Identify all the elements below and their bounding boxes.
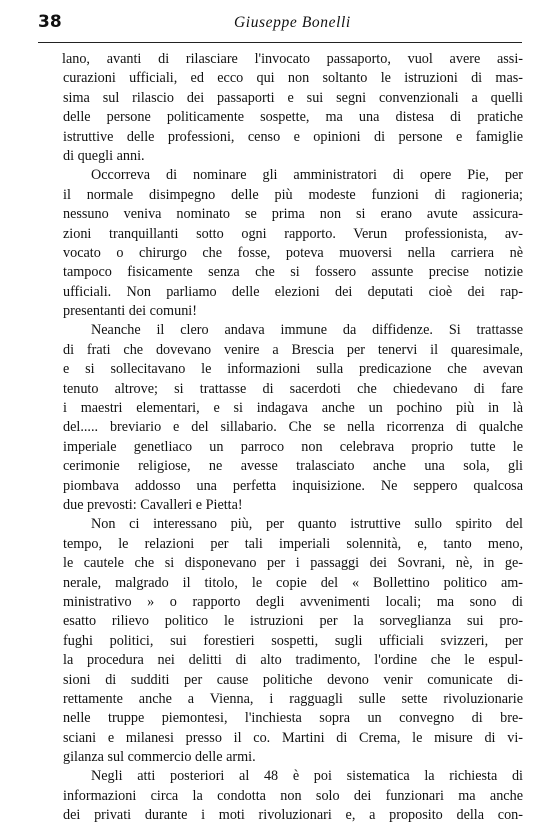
text-line: tenuto altrove; si trattasse di sacerdoti che chiedevano di fare [63,380,523,397]
text-line: sciani e milanesi presso il co. Martini di Crema, le misure di vi- [63,729,523,746]
text-line: tampoco fisicamente senza che si fossero assunte precise notizie [63,264,523,281]
text-line: tempo, le relazioni per tali imperiali solennità, e, tanto meno, [63,535,523,552]
paragraph [63,321,523,515]
paragraph [63,515,523,767]
text-line: presentanti dei comuni! [63,303,197,320]
text-line: gilanza sul commercio delle armi. [63,749,256,766]
page-number: 38 [38,12,62,32]
text-line: nerale, malgrado il titolo, le copie del « Bollettino politico am- [63,574,523,591]
text-line: fughi politici, sui forestieri sospetti, sugli ufficiali svizzeri, per [63,632,523,649]
text-line: cerimonie religiose, ne avesse tralasciato anche una sola, gli [63,458,523,475]
text-line: curazioni ufficiali, ed ecco qui non soltanto le istruzioni di mas- [63,70,523,87]
text-line: i maestri elementari, e si indagava anche un pochino più in là [63,400,523,417]
text-line: di frati che dovevano venire a Brescia per tenervi il quaresimale, [63,341,523,358]
text-line: informazioni circa la condotta non solo dei funzionari ma anche [63,787,523,804]
text-line: di quegli anni. [63,147,145,164]
text-line: piombava addosso una perfetta inquisizione. Ne seppero qualcosa [63,477,523,494]
text-line: ministrativo » o rapporto degli avvenimenti locali; ma sono di [63,593,523,610]
text-line: vocato o chirurgo che fosse, poteva muoversi nella carriera nè [63,244,523,261]
text-line: lano, avanti di rilasciare l'invocato passaporto, vuol avere assi- [62,51,523,67]
text-line: la procedura nei delitti di alto tradimento, l'ordine che le espul- [63,652,523,669]
paragraph [63,50,523,166]
text-line: nelle truppe piemontesi, l'inchiesta sopra un convegno di bre- [63,710,523,727]
text-line: imperiale genetliaco un parroco non celebrava proprio tutte le [63,438,523,455]
paragraph [63,166,523,321]
text-line: rettamente anche a Vienna, i ragguagli sulle sette rivoluzionarie [63,690,523,707]
page-header [38,12,522,36]
text-line: il normale disimpegno delle più modeste funzioni di ragioneria; [63,186,523,203]
text-line: del..... breviario e del sillabario. Che se nella ricorrenza di qualche [63,419,523,436]
text-line: ufficiali. Non parliamo delle elezioni dei deputati cioè dei rap- [63,283,523,300]
header-rule [38,42,522,43]
text-line: dei privati durante i moti rivoluzionari e, a proposito della con- [63,807,523,824]
text-line: nessuno veniva nominato se prima non si erano avute assicura- [63,206,523,223]
text-line: esatto rilievo politico le istruzioni per la sorveglianza sui pro- [63,613,523,630]
text-line: e si sollecitavano le informazioni sulla predicazione che avevan [63,361,523,378]
text-line: zioni tranquillanti sotto ogni rapporto. Verun professionista, av- [63,225,523,242]
running-title: Giuseppe Bonelli [234,14,351,31]
text-line: sioni di sudditi per cause politiche devono venir comunicate di- [63,671,523,688]
text-line: Neanche il clero andava immune da diffidenze. Si trattasse [91,322,523,339]
text-line: sima sul rilascio dei passaporti e sui segni convenzionali a quelli [63,89,523,106]
text-line: delle persone politicamente sospette, ma una distesa di pratiche [63,109,523,126]
text-line: Negli atti posteriori al 48 è poi sistematica la richiesta di [91,768,523,785]
text-line: le cautele che si disponevano per i passaggi dei Sovrani, nè, in ge- [63,555,523,572]
text-line: due prevosti: Cavalleri e Pietta! [63,496,243,513]
body-text [63,50,523,826]
text-line: istruttive delle professioni, censo e opinioni di persone e famiglie [63,128,523,145]
paragraph [63,767,523,825]
text-line: Non ci interessano più, per quanto istruttive sullo spirito del [91,516,523,533]
text-line: Occorreva di nominare gli amministratori di opere Pie, per [91,167,523,184]
